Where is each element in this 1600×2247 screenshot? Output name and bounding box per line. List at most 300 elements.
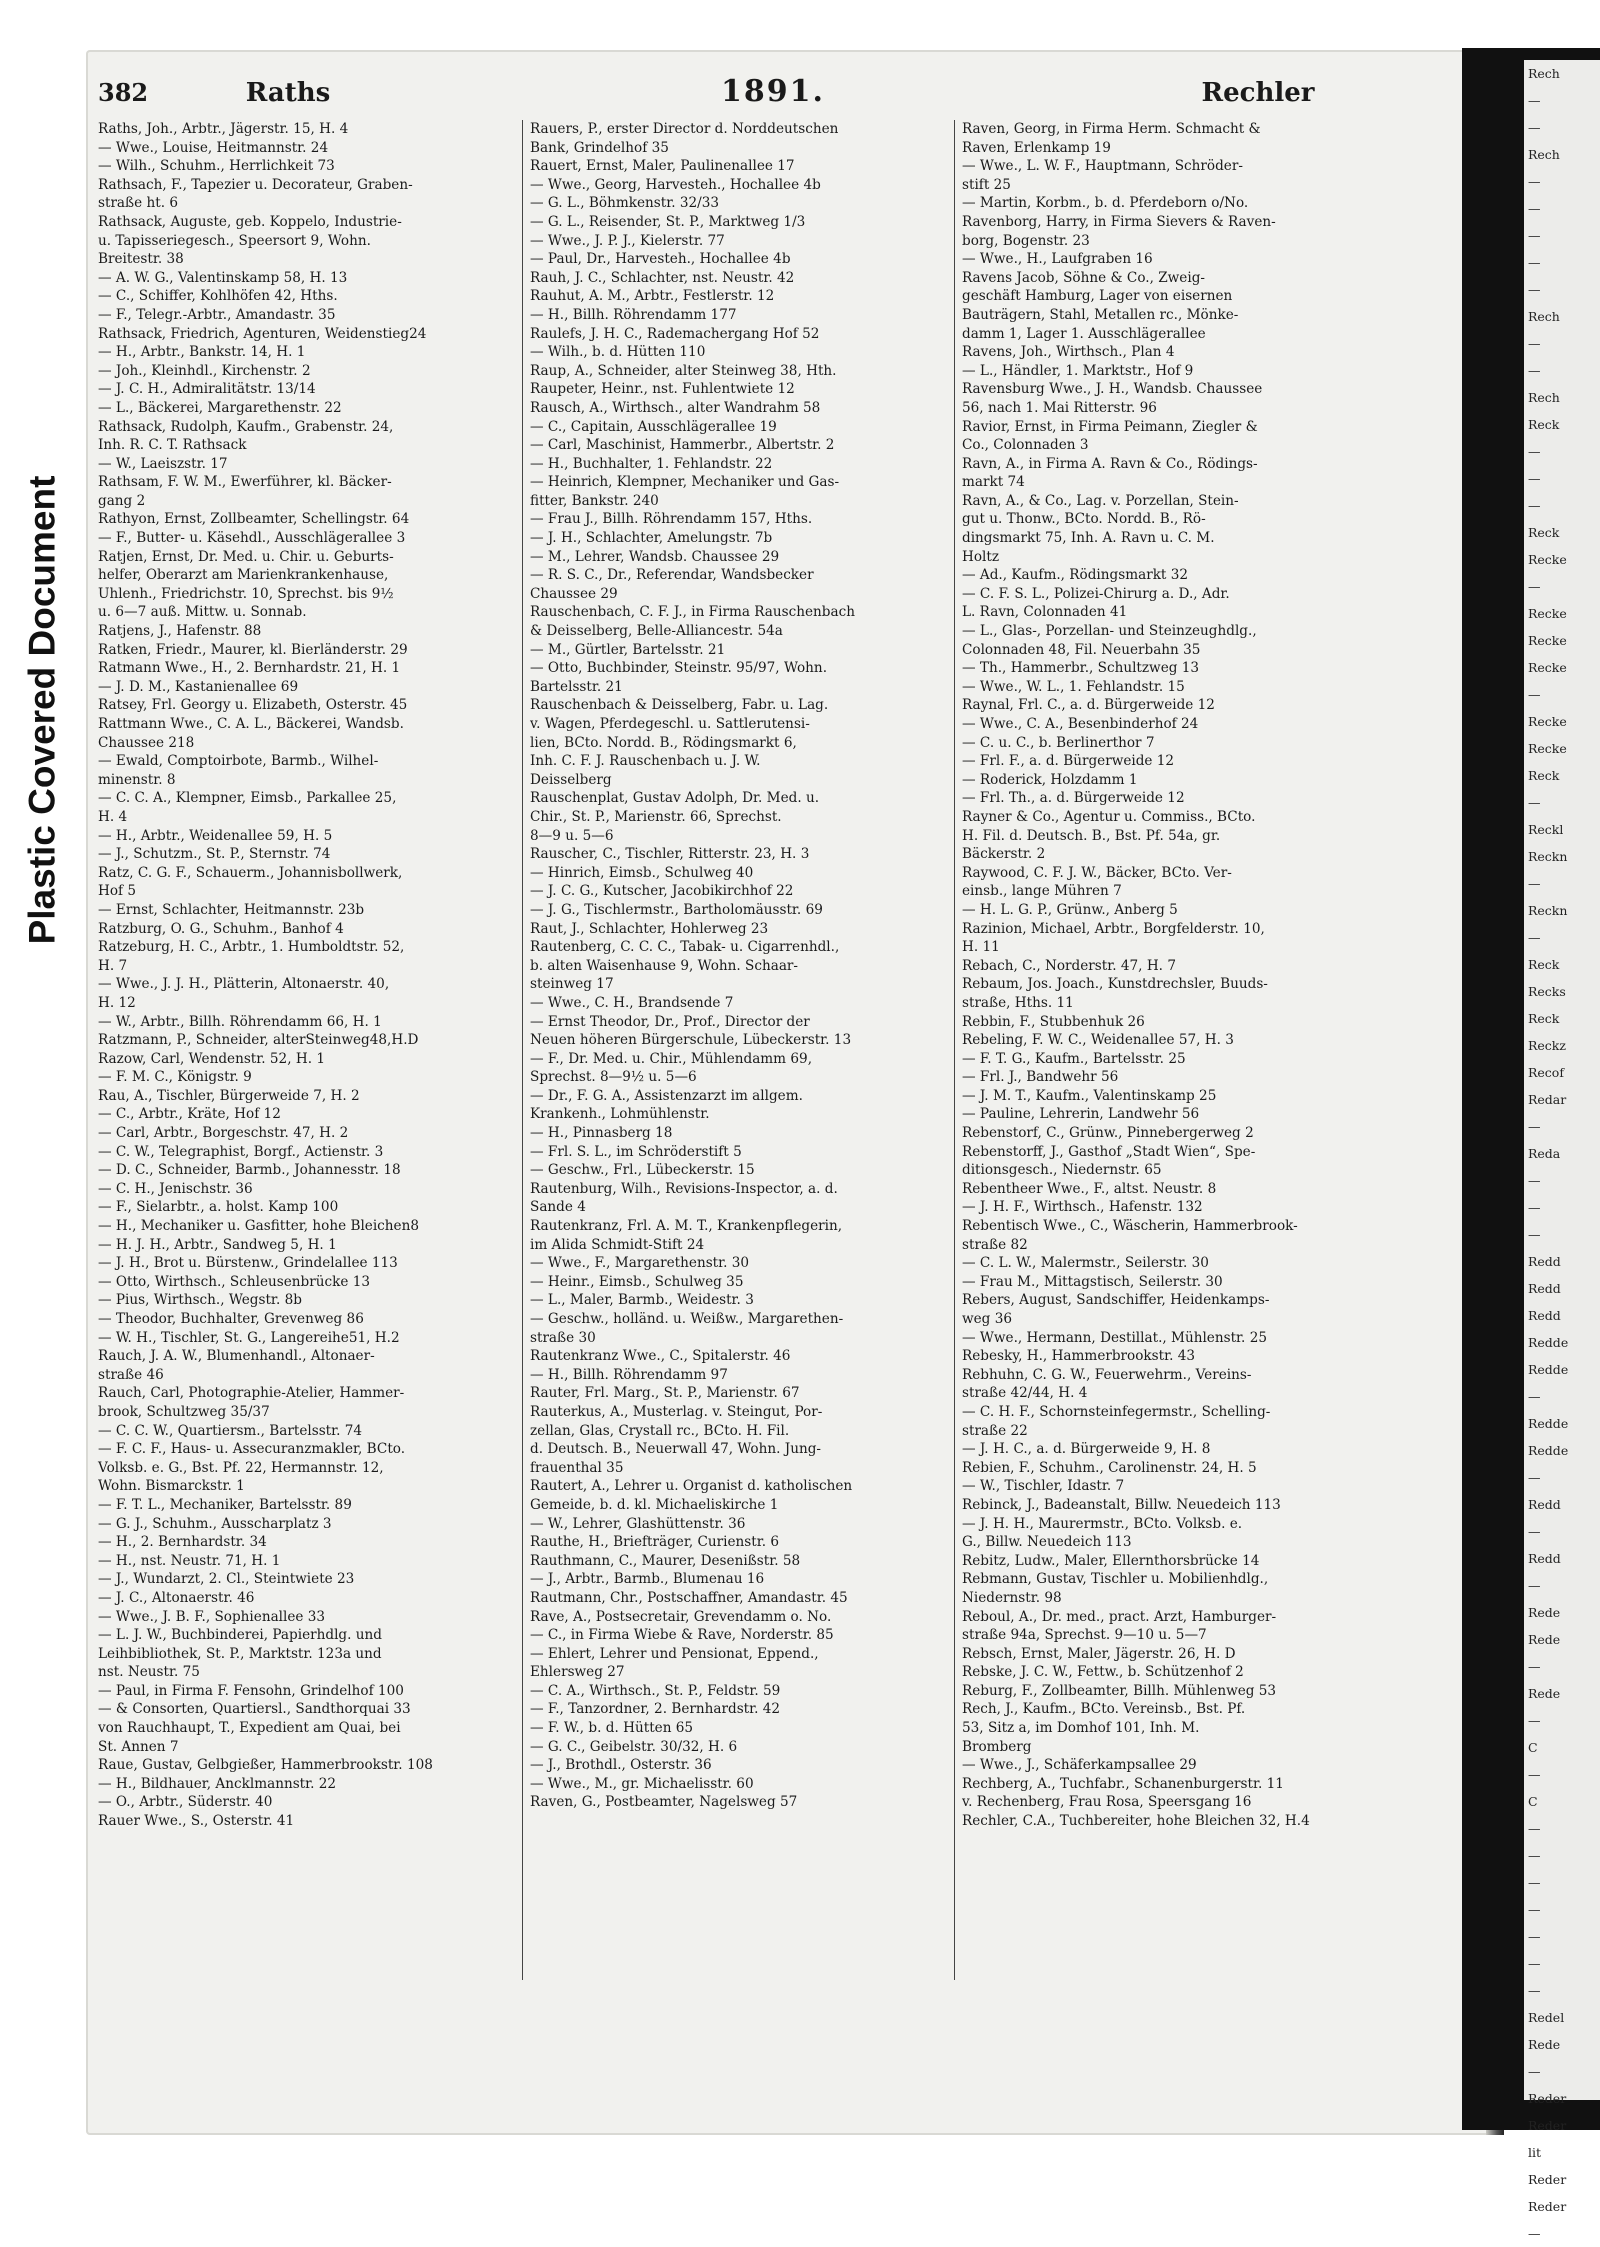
next-page-fragment: — — [1528, 579, 1541, 594]
directory-entry: markt 74 — [962, 474, 1025, 491]
directory-entry: — Wwe., C. A., Besenbinderhof 24 — [962, 716, 1199, 732]
next-page-fragment: — — [1528, 1173, 1541, 1188]
next-page-fragment: — — [1528, 174, 1541, 189]
directory-entry: — Wwe., M., gr. Michaelisstr. 60 — [530, 1775, 754, 1792]
next-page-fragment: Reck — [1528, 417, 1560, 432]
next-page-fragment: — — [1528, 930, 1541, 945]
directory-entry: — H., Bildhauer, Ancklmannstr. 22 — [98, 1775, 337, 1792]
directory-entry: Chaussee 29 — [530, 585, 618, 602]
directory-entry: im Alida Schmidt-Stift 24 — [530, 1236, 705, 1253]
directory-entry: Rauhut, A. M., Arbtr., Festlerstr. 12 — [530, 288, 775, 305]
directory-entry: straße 42/44, H. 4 — [962, 1385, 1088, 1402]
directory-entry: Rebentisch Wwe., C., Wäscherin, Hammerbrook- — [962, 1218, 1298, 1235]
directory-entry: — J., Arbtr., Barmb., Blumenau 16 — [530, 1571, 765, 1588]
directory-entry: — Carl, Maschinist, Hammerbr., Albertstr. 2 — [530, 437, 835, 454]
next-page-fragment: Reck — [1528, 1011, 1560, 1026]
directory-entry: Ravensburg Wwe., J. H., Wandsb. Chaussee — [962, 381, 1263, 398]
directory-entry: St. Annen 7 — [98, 1738, 179, 1755]
directory-entry: — C. F. S. L., Polizei-Chirurg a. D., Adr. — [962, 585, 1230, 602]
next-page-fragment: — — [1528, 93, 1541, 108]
directory-entry: Ratjens, J., Hafenstr. 88 — [98, 623, 262, 640]
directory-entry: — O., Arbtr., Süderstr. 40 — [98, 1794, 273, 1811]
directory-column-3 — [962, 120, 1382, 2000]
directory-entry: — W., Tischler, Idastr. 7 — [962, 1478, 1125, 1495]
directory-entry: — A. W. G., Valentinskamp 58, H. 13 — [98, 269, 348, 286]
directory-entry: — Frl. S. L., im Schröderstift 5 — [530, 1143, 742, 1160]
directory-entry: Ehlersweg 27 — [530, 1664, 625, 1681]
directory-entry: — Frl. Th., a. d. Bürgerweide 12 — [962, 790, 1185, 807]
next-page-fragment: Reda — [1528, 1146, 1561, 1161]
directory-entry: — C. C. A., Klempner, Eimsb., Parkallee 25, — [98, 790, 397, 807]
next-page-fragment: — — [1528, 1956, 1541, 1971]
next-page-fragment: Rede — [1528, 1632, 1561, 1647]
next-page-fragment: Rech — [1528, 147, 1560, 162]
directory-entry: straße 30 — [530, 1329, 596, 1346]
directory-entry: — Pius, Wirthsch., Wegstr. 8b — [98, 1292, 302, 1309]
directory-entry: — M., Lehrer, Wandsb. Chaussee 29 — [530, 548, 780, 565]
next-page-fragment: Reck — [1528, 768, 1560, 783]
directory-entry: Ratz, C. G. F., Schauerm., Johannisbollwerk, — [98, 864, 403, 881]
directory-entry: Rebenstorf, C., Grünw., Pinnebergerweg 2 — [962, 1125, 1254, 1142]
next-page-fragment: — — [1528, 1875, 1541, 1890]
directory-entry: — J. H., Schlachter, Amelungstr. 7b — [530, 530, 773, 547]
next-page-fragment: — — [1528, 444, 1541, 459]
next-page-fragment: Redd — [1528, 1281, 1561, 1296]
directory-entry: Ravn, A., in Firma A. Ravn & Co., Rödings- — [962, 455, 1258, 472]
directory-entry: — F. W., b. d. Hütten 65 — [530, 1720, 694, 1737]
next-page-fragment: — — [1528, 1524, 1541, 1539]
next-page-fragment: Redde — [1528, 1362, 1569, 1377]
directory-entry: Rauscher, C., Tischler, Ritterstr. 23, H. 3 — [530, 846, 810, 863]
directory-entry: — J. H. C., a. d. Bürgerweide 9, H. 8 — [962, 1441, 1211, 1458]
directory-entry: — H. J. H., Arbtr., Sandweg 5, H. 1 — [98, 1236, 337, 1253]
directory-entry: Rautmann, Chr., Postschaffner, Amandastr. 45 — [530, 1589, 848, 1606]
next-page-fragment: Redd — [1528, 1308, 1561, 1323]
directory-entry: Rautenburg, Wilh., Revisions-Inspector, a. d. — [530, 1180, 838, 1197]
directory-entry: damm 1, Lager 1. Ausschlägerallee — [962, 325, 1206, 342]
directory-entry: brook, Schultzweg 35/37 — [98, 1403, 270, 1420]
next-page-fragment: Rede — [1528, 2037, 1561, 2052]
directory-entry: Rauterkus, A., Musterlag. v. Steingut, Por- — [530, 1403, 823, 1420]
directory-entry: Raven, Georg, in Firma Herm. Schmacht & — [962, 121, 1261, 137]
directory-entry: Bauträgern, Stahl, Metallen rc., Mönke- — [962, 306, 1239, 323]
directory-entry: Rave, A., Postsecretair, Grevendamm o. No. — [530, 1608, 832, 1625]
directory-entry: — J. C., Altonaerstr. 46 — [98, 1589, 255, 1606]
next-page-fragment: — — [1528, 2064, 1541, 2079]
directory-entry: — Carl, Arbtr., Borgeschstr. 47, H. 2 — [98, 1125, 349, 1142]
directory-entry: Sprechst. 8—9½ u. 5—6 — [530, 1069, 697, 1086]
directory-entry: Raup, A., Schneider, alter Steinweg 38, Hth. — [530, 362, 837, 379]
directory-entry: — Frl. F., a. d. Bürgerweide 12 — [962, 753, 1175, 770]
directory-entry: — C. W., Telegraphist, Borgf., Actienstr. 3 — [98, 1143, 384, 1160]
next-page-fragment: — — [1528, 1227, 1541, 1242]
directory-entry: — Ernst, Schlachter, Heitmannstr. 23b — [98, 901, 365, 918]
next-page-fragment: — — [1528, 1389, 1541, 1404]
next-page-fragment: Reckz — [1528, 1038, 1566, 1053]
directory-entry: Breitestr. 38 — [98, 251, 184, 268]
directory-entry: Rattmann Wwe., C. A. L., Bäckerei, Wandsb. — [98, 716, 404, 732]
directory-entry: Rechler, C.A., Tuchbereiter, hohe Bleichen 32, H.4 — [962, 1813, 1310, 1830]
next-page-fragment: — — [1528, 2226, 1541, 2241]
directory-entry: — Dr., F. G. A., Assistenzarzt im allgem. — [530, 1087, 803, 1104]
directory-entry: — Ewald, Comptoirbote, Barmb., Wilhel- — [98, 753, 379, 770]
directory-entry: Razinion, Michael, Arbtr., Borgfelderstr. 10, — [962, 920, 1265, 937]
directory-entry: Rautert, A., Lehrer u. Organist d. katholischen — [530, 1478, 853, 1495]
next-page-fragment: — — [1528, 1119, 1541, 1134]
directory-entry: H. 12 — [98, 994, 136, 1011]
directory-entry: — H., Billh. Röhrendamm 97 — [530, 1366, 728, 1383]
directory-entry: — H., Pinnasberg 18 — [530, 1125, 673, 1142]
directory-entry: — F., Telegr.-Arbtr., Amandastr. 35 — [98, 306, 336, 323]
directory-entry: — M., Gürtler, Bartelsstr. 21 — [530, 641, 726, 658]
directory-entry: Rauschenplat, Gustav Adolph, Dr. Med. u. — [530, 790, 820, 807]
next-page-fragment: — — [1528, 1983, 1541, 1998]
next-page-fragment: Redd — [1528, 1254, 1561, 1269]
directory-entry: — C., Capitain, Ausschlägerallee 19 — [530, 418, 777, 435]
directory-entry: — Paul, in Firma F. Fensohn, Grindelhof 100 — [98, 1682, 404, 1699]
directory-entry: frauenthal 35 — [530, 1459, 624, 1476]
directory-entry: — L. J. W., Buchbinderei, Papierhdlg. und — [98, 1627, 382, 1644]
directory-entry: — H. L. G. P., Grünw., Anberg 5 — [962, 901, 1178, 918]
directory-entry: Rathsam, F. W. M., Ewerführer, kl. Bäcker- — [98, 474, 392, 491]
directory-entry: einsb., lange Mühren 7 — [962, 883, 1122, 900]
directory-entry: — J. D. M., Kastanienallee 69 — [98, 678, 299, 695]
directory-entry: — Geschw., Frl., Lübeckerstr. 15 — [530, 1162, 755, 1179]
next-page-fragment: Redel — [1528, 2010, 1565, 2025]
directory-entry: — Wilh., Schuhm., Herrlichkeit 73 — [98, 158, 335, 175]
directory-entry: — C. u. C., b. Berlinerthor 7 — [962, 734, 1155, 751]
next-page-fragment: Recke — [1528, 714, 1567, 729]
directory-entry: — R. S. C., Dr., Referendar, Wandsbecker — [530, 567, 814, 584]
next-page-fragment: Recke — [1528, 606, 1567, 621]
directory-entry: 56, nach 1. Mai Ritterstr. 96 — [962, 399, 1157, 416]
next-page-fragment: — — [1528, 228, 1541, 243]
directory-entry: Raupeter, Heinr., nst. Fuhlentwiete 12 — [530, 381, 795, 398]
directory-entry: Ratzeburg, H. C., Arbtr., 1. Humboldtstr. 52, — [98, 939, 405, 956]
next-page-fragment: — — [1528, 687, 1541, 702]
directory-entry: b. alten Waisenhause 9, Wohn. Schaar- — [530, 957, 799, 974]
directory-entry: Ravior, Ernst, in Firma Peimann, Ziegler & — [962, 418, 1258, 435]
directory-entry: Bäckerstr. 2 — [962, 846, 1046, 863]
directory-entry: Chaussee 218 — [98, 734, 195, 751]
directory-entry: straße 94a, Sprechst. 9—10 u. 5—7 — [962, 1627, 1207, 1644]
next-page-fragment: Redd — [1528, 1497, 1561, 1512]
directory-entry: Rebbin, F., Stubbenhuk 26 — [962, 1013, 1145, 1030]
directory-entry: Rautenberg, C. C. C., Tabak- u. Cigarrenhdl., — [530, 939, 840, 956]
column-rule-1 — [522, 120, 523, 1980]
next-page-fragment: Recke — [1528, 660, 1567, 675]
directory-entry: — Otto, Buchbinder, Steinstr. 95/97, Wohn. — [530, 660, 828, 677]
next-page-fragment: — — [1528, 336, 1541, 351]
directory-entry: — W., Laeiszstr. 17 — [98, 455, 228, 472]
directory-entry: — F. C. F., Haus- u. Assecuranzmakler, BCto. — [98, 1441, 406, 1458]
next-page-fragment: Redde — [1528, 1443, 1569, 1458]
directory-entry: straße, Hths. 11 — [962, 994, 1074, 1011]
directory-entry: Rebmann, Gustav, Tischler u. Mobilienhdlg., — [962, 1571, 1269, 1588]
directory-entry: Raynal, Frl. C., a. d. Bürgerweide 12 — [962, 697, 1215, 714]
directory-entry: Reboul, A., Dr. med., pract. Arzt, Hamburger- — [962, 1608, 1277, 1625]
directory-entry: — C. A., Wirthsch., St. P., Feldstr. 59 — [530, 1682, 781, 1699]
directory-entry: Rauers, P., erster Director d. Norddeutschen — [530, 121, 839, 137]
directory-entry: minenstr. 8 — [98, 771, 176, 788]
next-page-fragment: — — [1528, 1848, 1541, 1863]
directory-entry: Inh. R. C. T. Rathsack — [98, 437, 247, 454]
directory-entry: — F., Dr. Med. u. Chir., Mühlendamm 69, — [530, 1050, 813, 1067]
directory-entry: — H., Buchhalter, 1. Fehlandstr. 22 — [530, 455, 773, 472]
directory-entry: — Frau J., Billh. Röhrendamm 157, Hths. — [530, 511, 813, 528]
directory-entry: — Wwe., Georg, Harvesteh., Hochallee 4b — [530, 176, 821, 193]
directory-entry: H. Fil. d. Deutsch. B., Bst. Pf. 54a, gr. — [962, 827, 1221, 844]
next-page-fragment: — — [1528, 120, 1541, 135]
directory-entry: — Ad., Kaufm., Rödingsmarkt 32 — [962, 567, 1189, 584]
directory-entry: — Frl. J., Bandwehr 56 — [962, 1069, 1119, 1086]
page-number: 382 — [98, 78, 149, 107]
directory-entry: Rathsack, Friedrich, Agenturen, Weidenstieg24 — [98, 325, 427, 342]
directory-entry: Ratmann Wwe., H., 2. Bernhardstr. 21, H. 1 — [98, 660, 401, 677]
directory-entry: Rayner & Co., Agentur u. Commiss., BCto. — [962, 808, 1256, 825]
next-page-fragment: Rech — [1528, 390, 1560, 405]
directory-entry: Rebers, August, Sandschiffer, Heidenkamps- — [962, 1292, 1270, 1309]
directory-entry: Raue, Gustav, Gelbgießer, Hammerbrookstr. 108 — [98, 1757, 433, 1774]
next-page-fragment: — — [1528, 1821, 1541, 1836]
next-page-fragment: — — [1528, 876, 1541, 891]
directory-entry: Rathsack, Auguste, geb. Koppelo, Industrie- — [98, 213, 402, 230]
directory-entry: — W., Lehrer, Glashüttenstr. 36 — [530, 1515, 746, 1532]
directory-entry: — F., Sielarbtr., a. holst. Kamp 100 — [98, 1199, 339, 1216]
next-page-fragment: — — [1528, 1929, 1541, 1944]
directory-entry: Raulefs, J. H. C., Rademachergang Hof 52 — [530, 325, 820, 342]
directory-entry: Uhlenh., Friedrichstr. 10, Sprechst. bis 9½ — [98, 585, 394, 602]
directory-entry: Bromberg — [962, 1738, 1032, 1755]
directory-entry: — J., Brothdl., Osterstr. 36 — [530, 1757, 712, 1774]
next-page-fragment: — — [1528, 1902, 1541, 1917]
directory-entry: u. Tapisseriegesch., Speersort 9, Wohn. — [98, 232, 371, 249]
column-rule-2 — [954, 120, 955, 1980]
directory-entry: — Theodor, Buchhalter, Grevenweg 86 — [98, 1311, 364, 1327]
directory-entry: H. 4 — [98, 808, 128, 825]
directory-entry: Deisselberg — [530, 771, 612, 788]
directory-entry: Gemeide, b. d. kl. Michaeliskirche 1 — [530, 1496, 779, 1513]
next-page-edge — [1524, 60, 1600, 2241]
next-page-fragment: Reck — [1528, 525, 1560, 540]
directory-entry: — Heinrich, Klempner, Mechaniker und Gas- — [530, 474, 840, 491]
directory-entry: — Wwe., J. P. J., Kielerstr. 77 — [530, 232, 725, 249]
directory-entry: Hof 5 — [98, 883, 137, 900]
directory-entry: — H., 2. Bernhardstr. 34 — [98, 1534, 267, 1551]
directory-entry: Raut, J., Schlachter, Hohlerweg 23 — [530, 920, 769, 937]
next-page-fragment: Redde — [1528, 1416, 1569, 1431]
directory-entry: H. 7 — [98, 957, 128, 974]
directory-entry: — Ehlert, Lehrer und Pensionat, Eppend., — [530, 1645, 819, 1662]
directory-entry: — Th., Hammerbr., Schultzweg 13 — [962, 660, 1200, 677]
side-label — [14, 440, 70, 980]
next-page-fragment: — — [1528, 1659, 1541, 1674]
directory-entry: — Otto, Wirthsch., Schleusenbrücke 13 — [98, 1273, 370, 1290]
next-page-fragment: — — [1528, 1200, 1541, 1215]
directory-entry: — Wwe., C. H., Brandsende 7 — [530, 994, 734, 1011]
directory-entry: Holtz — [962, 548, 1000, 565]
directory-entry: Sande 4 — [530, 1199, 586, 1216]
directory-entry: lien, BCto. Nordd. B., Rödingsmarkt 6, — [530, 734, 797, 751]
directory-entry: borg, Bogenstr. 23 — [962, 232, 1090, 249]
directory-entry: — J. C. G., Kutscher, Jacobikirchhof 22 — [530, 883, 794, 900]
next-page-fragment: C — [1528, 1794, 1538, 1809]
directory-entry: — F. T. L., Mechaniker, Bartelsstr. 89 — [98, 1496, 352, 1513]
directory-entry: — G. J., Schuhm., Ausscharplatz 3 — [98, 1515, 332, 1532]
directory-entry: gut u. Thonw., BCto. Nordd. B., Rö- — [962, 511, 1206, 528]
directory-entry: nst. Neustr. 75 — [98, 1664, 200, 1681]
next-page-fragment: C — [1528, 1740, 1538, 1755]
directory-entry: H. 11 — [962, 939, 1000, 956]
directory-entry: — H., Arbtr., Weidenallee 59, H. 5 — [98, 827, 333, 844]
directory-entry: Wohn. Bismarckstr. 1 — [98, 1478, 245, 1495]
directory-entry: Leihbibliothek, St. P., Marktstr. 123a und — [98, 1645, 382, 1662]
next-page-fragment: Recke — [1528, 741, 1567, 756]
directory-entry: — J. G., Tischlermstr., Bartholomäusstr. 69 — [530, 901, 823, 918]
directory-entry: — F. T. G., Kaufm., Bartelsstr. 25 — [962, 1050, 1186, 1067]
directory-entry: Ratzburg, O. G., Schuhm., Banhof 4 — [98, 920, 344, 937]
directory-column-2 — [530, 120, 950, 2000]
directory-entry: helfer, Oberarzt am Marienkrankenhause, — [98, 567, 389, 584]
next-page-fragment: Recks — [1528, 984, 1566, 999]
directory-entry: — H., Billh. Röhrendamm 177 — [530, 306, 737, 323]
directory-entry: Raths, Joh., Arbtr., Jägerstr. 15, H. 4 — [98, 121, 349, 137]
next-page-fragment: — — [1528, 1578, 1541, 1593]
directory-entry: Ratsey, Frl. Georgy u. Elizabeth, Osterstr. 45 — [98, 697, 408, 714]
side-label-text: Plastic Covered Document — [21, 475, 62, 945]
directory-entry: Rausch, A., Wirthsch., alter Wandrahm 58 — [530, 399, 821, 416]
directory-entry: Krankenh., Lohmühlenstr. — [530, 1106, 710, 1123]
directory-entry: Rebinck, J., Badeanstalt, Billw. Neuedeich 113 — [962, 1496, 1281, 1513]
next-page-fragment: Reckl — [1528, 822, 1564, 837]
directory-entry: u. 6—7 auß. Mittw. u. Sonnab. — [98, 604, 307, 621]
directory-entry: — Hinrich, Eimsb., Schulweg 40 — [530, 864, 754, 881]
directory-entry: Rebentheer Wwe., F., altst. Neustr. 8 — [962, 1180, 1217, 1197]
next-page-fragment: Reckn — [1528, 849, 1568, 864]
directory-entry: d. Deutsch. B., Neuerwall 47, Wohn. Jung- — [530, 1441, 822, 1458]
directory-entry: — J. C. H., Admiralitätstr. 13/14 — [98, 381, 316, 398]
next-page-fragment: Redde — [1528, 1335, 1569, 1350]
directory-entry: — J., Schutzm., St. P., Sternstr. 74 — [98, 846, 331, 863]
directory-entry: Bartelsstr. 21 — [530, 678, 623, 695]
directory-entry: Rauh, J. C., Schlachter, nst. Neustr. 42 — [530, 269, 795, 286]
page-header — [98, 74, 1388, 118]
directory-entry: & Deisselberg, Belle-Alliancestr. 54a — [530, 623, 783, 640]
directory-entry: — Wwe., J. B. F., Sophienallee 33 — [98, 1608, 326, 1625]
directory-entry: — Wwe., Hermann, Destillat., Mühlenstr. 25 — [962, 1329, 1267, 1346]
directory-entry: Rebitz, Ludw., Maler, Ellernthorsbrücke 14 — [962, 1552, 1260, 1569]
directory-entry: — F., Butter- u. Käsehdl., Ausschlägerallee 3 — [98, 530, 406, 547]
directory-entry: — Heinr., Eimsb., Schulweg 35 — [530, 1273, 744, 1290]
directory-entry: zellan, Glas, Crystall rc., BCto. H. Fil. — [530, 1422, 790, 1439]
directory-entry: Co., Colonnaden 3 — [962, 437, 1089, 454]
directory-entry: — L., Bäckerei, Margarethenstr. 22 — [98, 399, 342, 416]
directory-entry: — Wwe., L. W. F., Hauptmann, Schröder- — [962, 158, 1243, 175]
directory-entry: — Wilh., b. d. Hütten 110 — [530, 344, 706, 361]
directory-entry: Rauch, J. A. W., Blumenhandl., Altonaer- — [98, 1348, 375, 1365]
directory-entry: — Joh., Kleinhdl., Kirchenstr. 2 — [98, 362, 311, 379]
next-page-fragment: Rech — [1528, 309, 1560, 324]
directory-entry: — Ernst Theodor, Dr., Prof., Director der — [530, 1013, 810, 1030]
next-page-fragment: lit — [1528, 2145, 1542, 2160]
directory-entry: Ratken, Friedr., Maurer, kl. Bierländerstr. 29 — [98, 641, 408, 658]
directory-entry: von Rauchhaupt, T., Expedient am Quai, bei — [98, 1720, 401, 1737]
directory-entry: — Roderick, Holzdamm 1 — [962, 771, 1138, 788]
directory-entry: Rautenkranz Wwe., C., Spitalerstr. 46 — [530, 1348, 791, 1365]
next-page-fragment: — — [1528, 1713, 1541, 1728]
next-page-fragment: Reder — [1528, 2172, 1567, 2187]
directory-entry: Rauch, Carl, Photographie-Atelier, Hammer- — [98, 1385, 405, 1402]
directory-entry: — Wwe., W. L., 1. Fehlandstr. 15 — [962, 678, 1185, 695]
directory-entry: stift 25 — [962, 176, 1011, 193]
next-page-fragment: Reder — [1528, 2199, 1567, 2214]
directory-entry: Rebske, J. C. W., Fettw., b. Schützenhof 2 — [962, 1664, 1244, 1681]
directory-entry: — Pauline, Lehrerin, Landwehr 56 — [962, 1106, 1200, 1123]
directory-entry: — J., Wundarzt, 2. Cl., Steintwiete 23 — [98, 1571, 355, 1588]
directory-entry: v. Rechenberg, Frau Rosa, Speersgang 16 — [962, 1794, 1252, 1811]
next-page-fragment: — — [1528, 363, 1541, 378]
directory-entry: Neuen höheren Bürgerschule, Lübeckerstr. 13 — [530, 1032, 852, 1049]
directory-entry: Rauschenbach & Deisselberg, Fabr. u. Lag. — [530, 697, 829, 714]
directory-entry: Colonnaden 48, Fil. Neuerbahn 35 — [962, 641, 1201, 658]
directory-column-1 — [98, 120, 518, 2000]
directory-entry: Chir., St. P., Marienstr. 66, Sprechst. — [530, 808, 782, 825]
directory-entry: G., Billw. Neuedeich 113 — [962, 1534, 1132, 1551]
directory-entry: — W., Arbtr., Billh. Röhrendamm 66, H. 1 — [98, 1013, 382, 1030]
directory-entry: weg 36 — [962, 1311, 1013, 1327]
directory-entry: — D. C., Schneider, Barmb., Johannesstr. 18 — [98, 1162, 401, 1179]
directory-entry: — Paul, Dr., Harvesteh., Hochallee 4b — [530, 251, 791, 268]
directory-entry: 8—9 u. 5—6 — [530, 827, 614, 844]
next-page-fragment: Rede — [1528, 1686, 1561, 1701]
directory-entry: ditionsgesch., Niedernstr. 65 — [962, 1162, 1162, 1179]
next-page-fragment: — — [1528, 471, 1541, 486]
directory-entry: L. Ravn, Colonnaden 41 — [962, 604, 1128, 621]
directory-entry: straße ht. 6 — [98, 195, 178, 212]
directory-entry: — G. C., Geibelstr. 30/32, H. 6 — [530, 1738, 738, 1755]
directory-entry: straße 82 — [962, 1236, 1028, 1253]
header-trail-word: Rechler — [1201, 78, 1315, 108]
directory-entry: — C. L. W., Malermstr., Seilerstr. 30 — [962, 1255, 1209, 1272]
directory-entry: straße 22 — [962, 1422, 1028, 1439]
directory-entry: Rauer Wwe., S., Osterstr. 41 — [98, 1813, 295, 1830]
directory-entry: Reburg, F., Zollbeamter, Billh. Mühlenweg 53 — [962, 1682, 1277, 1699]
directory-entry: Rech, J., Kaufm., BCto. Vereinsb., Bst. Pf. — [962, 1701, 1246, 1718]
directory-entry: gang 2 — [98, 492, 146, 509]
directory-entry: — F. M. C., Königstr. 9 — [98, 1069, 252, 1086]
directory-entry: geschäft Hamburg, Lager von eisernen — [962, 288, 1233, 305]
directory-entry: Raven, G., Postbeamter, Nagelsweg 57 — [530, 1794, 798, 1811]
directory-entry: 53, Sitz a, im Domhof 101, Inh. M. — [962, 1720, 1200, 1737]
next-page-fragment: Reck — [1528, 957, 1560, 972]
directory-entry: Rebhuhn, C. G. W., Feuerwehrm., Vereins- — [962, 1366, 1252, 1383]
directory-entry: Rauthe, H., Briefträger, Curienstr. 6 — [530, 1534, 780, 1551]
directory-entry: Rebesky, H., Hammerbrookstr. 43 — [962, 1348, 1196, 1365]
directory-entry: — L., Händler, 1. Marktstr., Hof 9 — [962, 362, 1194, 379]
directory-entry: — L., Glas-, Porzellan- und Steinzeughdlg., — [962, 623, 1257, 640]
next-page-fragment: Redd — [1528, 1551, 1561, 1566]
directory-entry: — C., Arbtr., Kräte, Hof 12 — [98, 1106, 281, 1123]
next-page-fragment: — — [1528, 201, 1541, 216]
directory-entry: Niedernstr. 98 — [962, 1589, 1062, 1606]
directory-entry: steinweg 17 — [530, 976, 614, 993]
directory-entry: Rathyon, Ernst, Zollbeamter, Schellingstr. 64 — [98, 511, 410, 528]
directory-entry: — F., Tanzordner, 2. Bernhardstr. 42 — [530, 1701, 781, 1718]
directory-entry: Raywood, C. F. J. W., Bäcker, BCto. Ver- — [962, 864, 1232, 881]
next-page-fragment: Rede — [1528, 1605, 1561, 1620]
next-page-fragment: Reder — [1528, 2118, 1567, 2133]
directory-entry: straße 46 — [98, 1366, 164, 1383]
